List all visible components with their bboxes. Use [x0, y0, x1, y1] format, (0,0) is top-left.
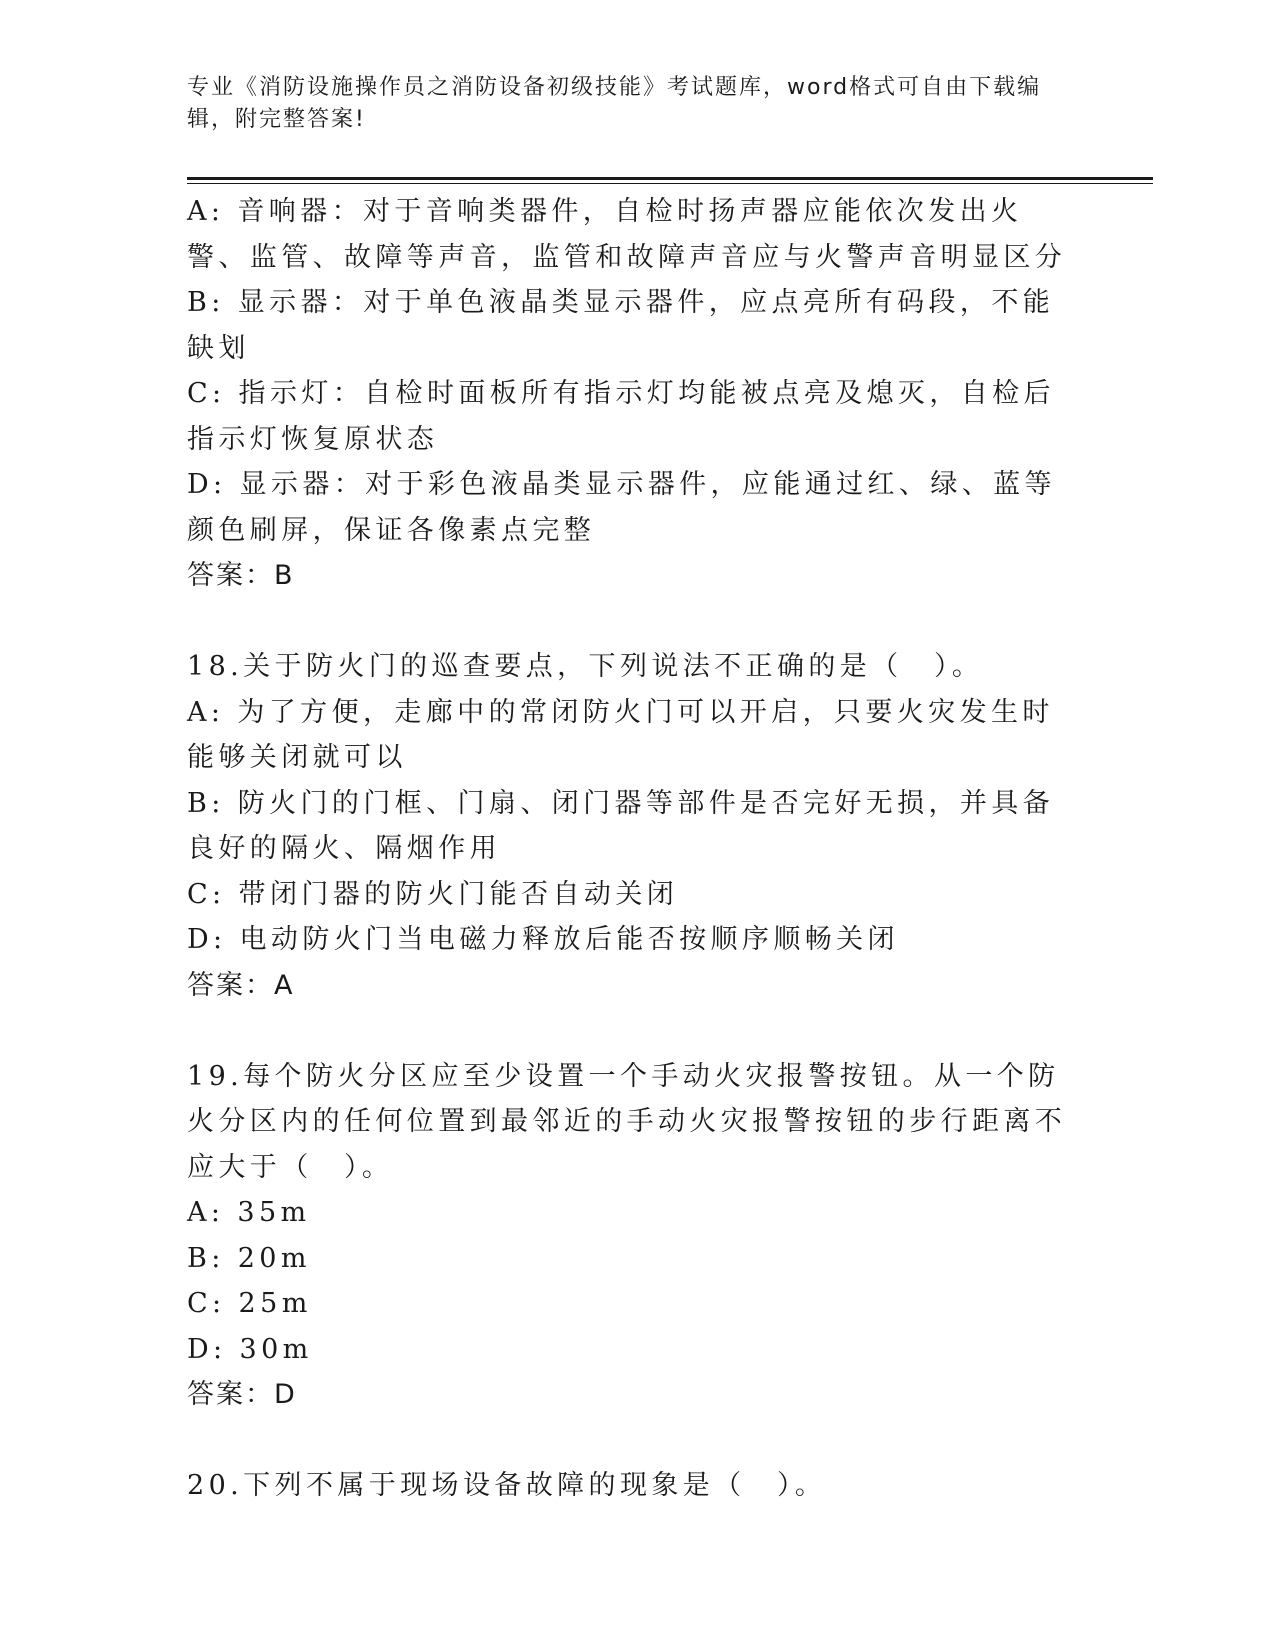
- q17-option-d: D: 显示器：对于彩色液晶类显示器件，应能通过红、绿、蓝等颜色刷屏，保证各像素点完整: [187, 469, 1056, 546]
- q18-stem: 18.关于防火门的巡查要点，下列说法不正确的是（ ）。: [187, 651, 984, 682]
- q19-option-a: A: 35m: [187, 1197, 311, 1228]
- q18-answer: 答案：A: [187, 969, 295, 1001]
- question-content: [187, 189, 1067, 1509]
- question-spacer: [187, 1418, 1067, 1464]
- q18-option-a: A: 为了方便，走廊中的常闭防火门可以开启，只要火灾发生时能够关闭就可以: [187, 696, 1054, 773]
- question-17: [187, 189, 1067, 599]
- q19-option-c: C: 25m: [187, 1288, 312, 1319]
- q18-option-d: D: 电动防火门当电磁力释放后能否按顺序顺畅关闭: [187, 924, 899, 955]
- q18-option-b: B: 防火门的门框、门扇、闭门器等部件是否完好无损，并具备良好的隔火、隔烟作用: [187, 787, 1055, 864]
- question-20: [187, 1463, 1067, 1509]
- question-spacer: [187, 1008, 1067, 1054]
- q17-option-b: B: 显示器：对于单色液晶类显示器件，应点亮所有码段，不能缺划: [187, 287, 1055, 364]
- header-divider-thick: [187, 177, 1153, 180]
- question-18: [187, 644, 1067, 1008]
- q19-stem: 19.每个防火分区应至少设置一个手动火灾报警按钮。从一个防火分区内的任何位置到最邻近的手动火灾报警按钮的步行距离不应大于（ ）。: [187, 1060, 1067, 1183]
- question-spacer: [187, 599, 1067, 645]
- q17-option-a: A: 音响器：对于音响类器件，自检时扬声器应能依次发出火警、监管、故障等声音，监管和故障声音应与火警声音明显区分: [187, 196, 1067, 273]
- q18-option-c: C: 带闭门器的防火门能否自动关闭: [187, 878, 679, 910]
- header-divider-thin: [187, 183, 1153, 184]
- q19-option-b: B: 20m: [187, 1242, 311, 1274]
- q19-option-d: D: 30m: [187, 1333, 313, 1365]
- q19-answer: 答案：D: [187, 1379, 297, 1410]
- q20-stem: 20.下列不属于现场设备故障的现象是（ ）。: [187, 1470, 827, 1501]
- question-19: [187, 1054, 1067, 1418]
- q17-option-c: C: 指示灯：自检时面板所有指示灯均能被点亮及熄灭，自检后指示灯恢复原状态: [187, 378, 1055, 455]
- q17-answer: 答案：B: [187, 560, 295, 591]
- document-header: 专业《消防设施操作员之消防设备初级技能》考试题库，word格式可自由下载编辑，附完整答案!: [187, 75, 1042, 132]
